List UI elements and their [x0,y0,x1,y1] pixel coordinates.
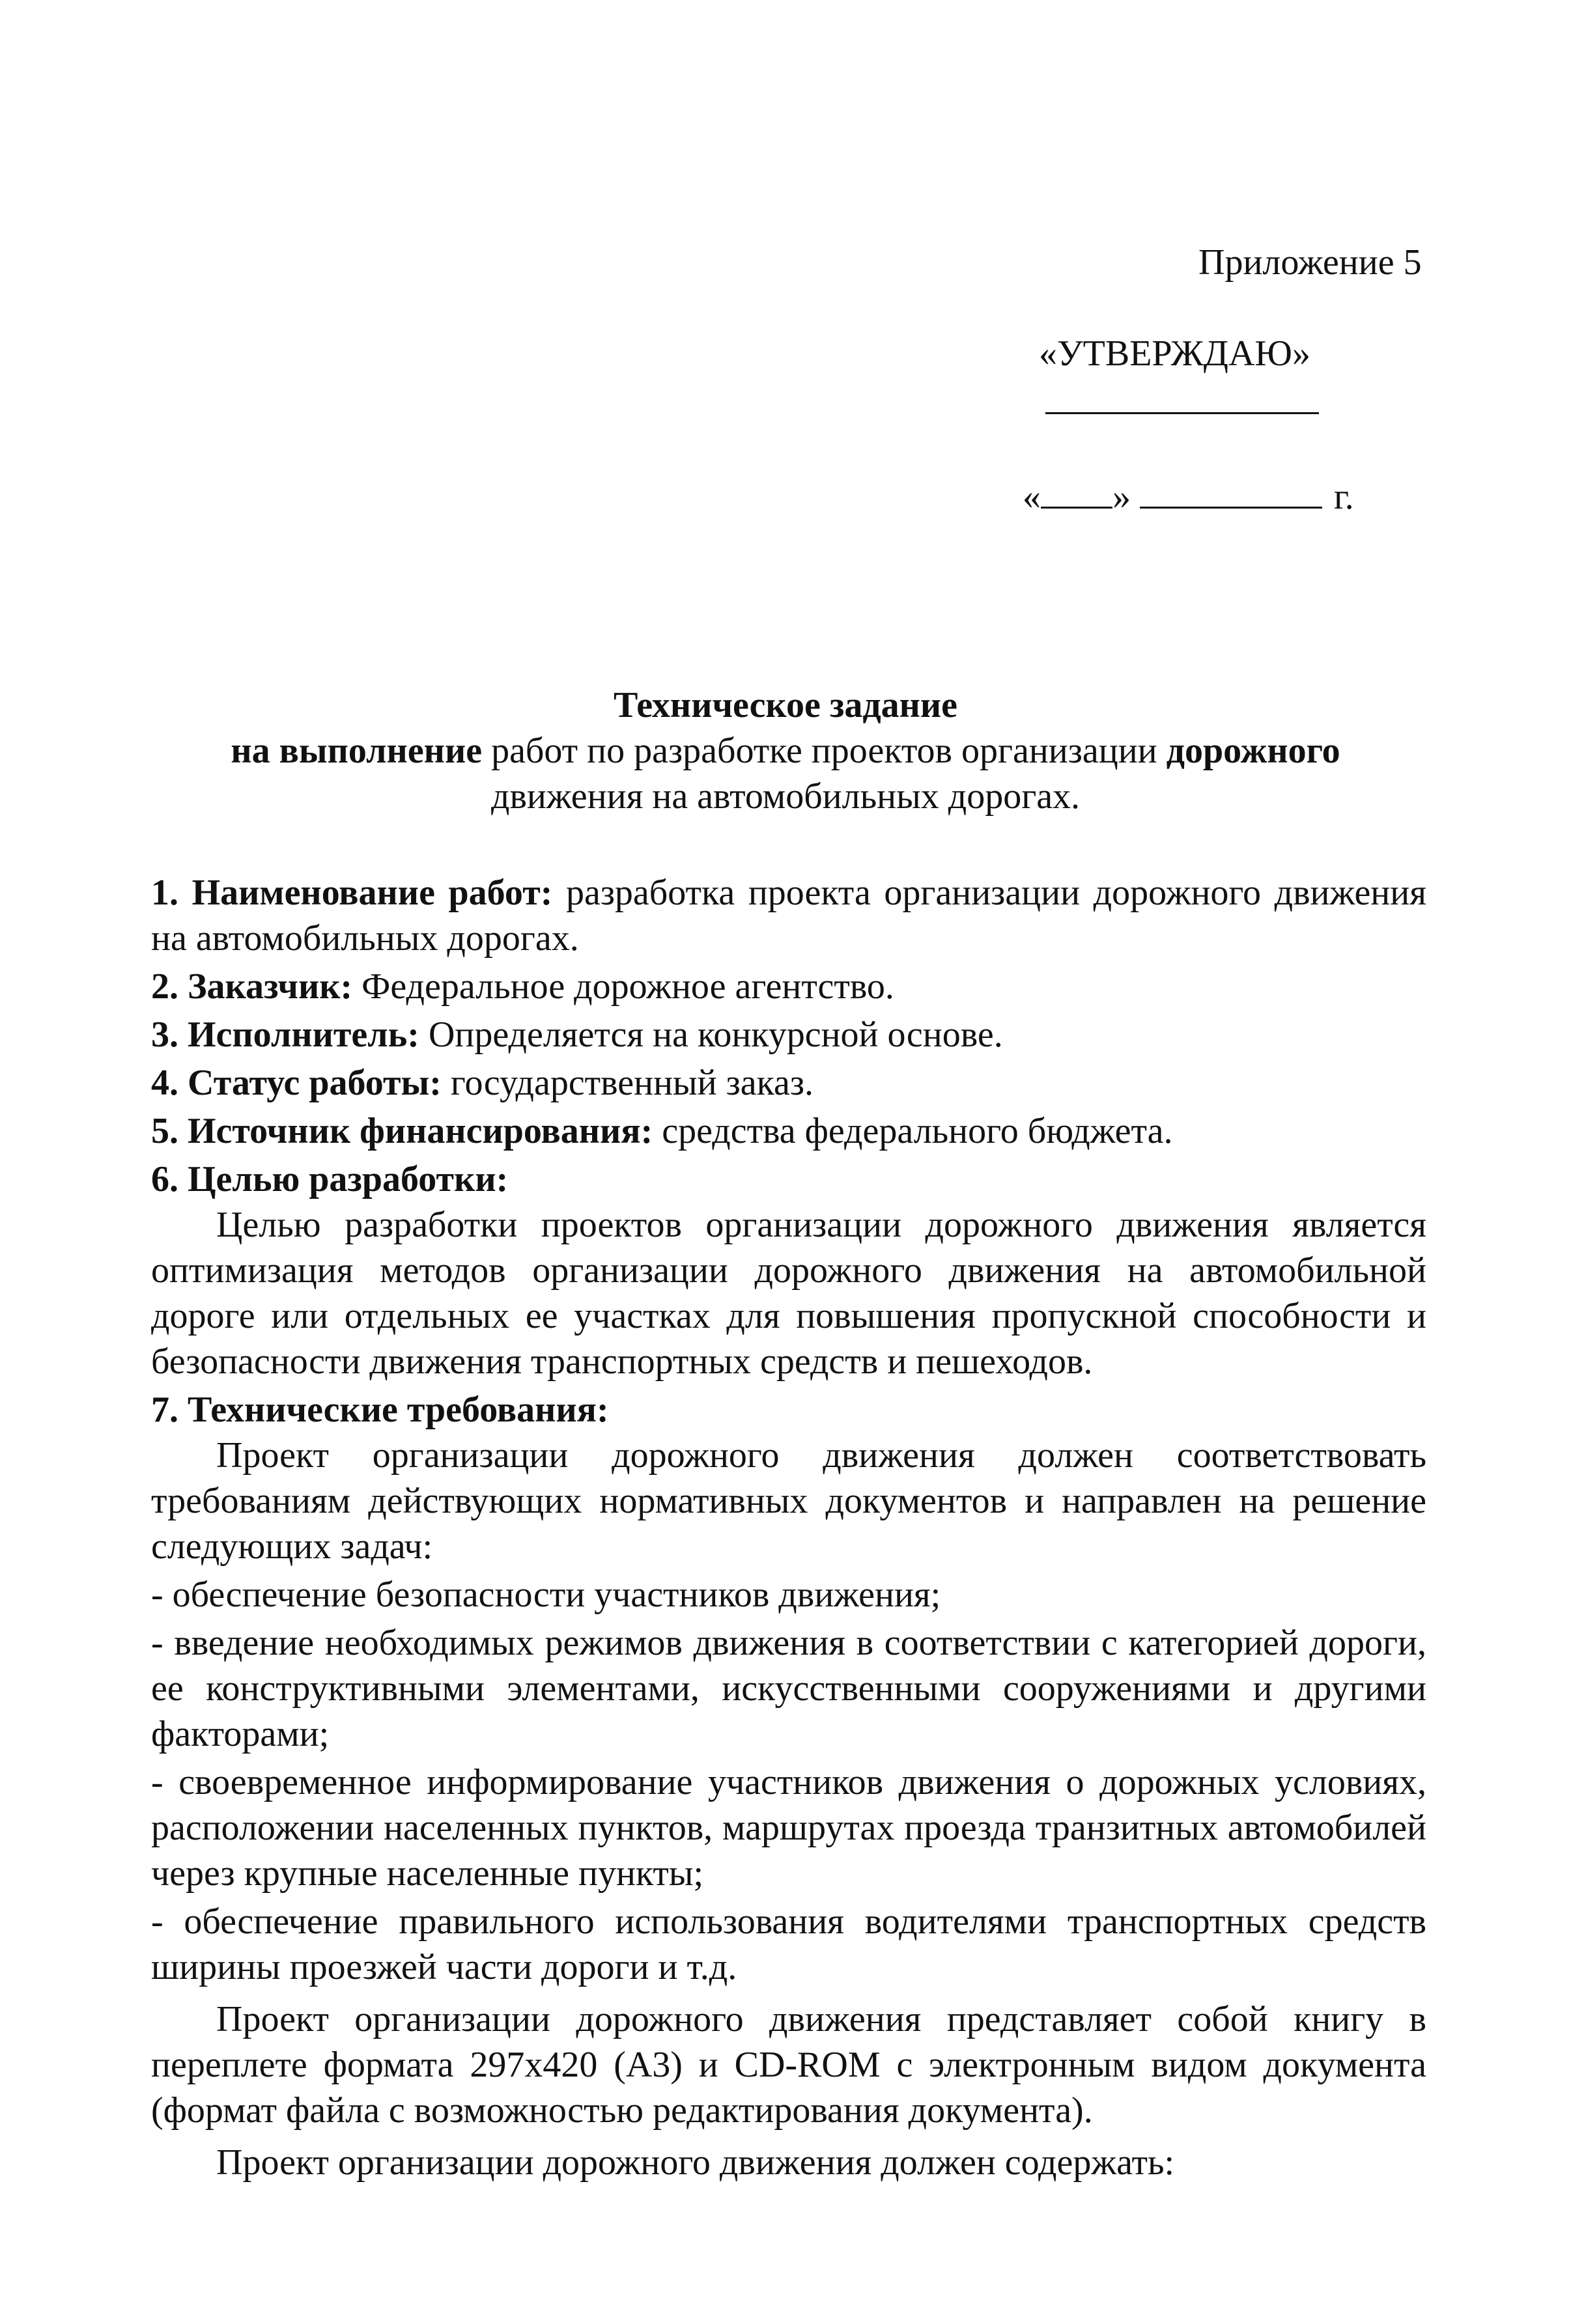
task-item: - своевременное информирование участников движения о дорожных условиях, расположении населенных пунктов, маршрутах проезда транзитных автомобилей через крупные населенные пункты; [151,1762,1426,1894]
date-day-blank [1041,475,1112,509]
title-sub-text-1: работ по разработке проектов организации [482,731,1167,771]
tech-requirements-heading: 7. Технические требования: [151,1390,609,1430]
task-item: - введение необходимых режимов движения в соответствии с категорией дороги, ее конструктивными элементами, искусственными сооружениями и другими факторами; [151,1623,1426,1754]
signature-line [1045,412,1319,414]
task-item: - обеспечение правильного использования водителями транспортных средств ширины проезжей части дороги и т.д. [151,1901,1426,1987]
item-label: 4. Статус работы: [151,1063,442,1103]
item-label: 2. Заказчик: [151,966,353,1007]
item-label: 3. Исполнитель: [151,1015,419,1055]
item-text: Определяется на конкурсной основе. [419,1015,1003,1055]
item-text: разработка проекта организации дорожного движения на автомобильных дорогах. [151,873,1426,959]
paragraph-gap [151,2133,1426,2140]
item-5 [151,1108,1426,1154]
date-close-quote: » [1112,477,1131,517]
date-year-suffix: г. [1334,477,1354,517]
goal-paragraph: Целью разработки проектов организации дорожного движения является оптимизация методов организации дорожного движения на автомобильной дороге или отдельных ее участках для повышения пропускной способности и безопасности движения транспортных средств и пешеходов. [151,1205,1426,1382]
item-text: государственный заказ. [441,1063,814,1103]
approval-date-line [1023,474,1354,520]
document-title [130,682,1441,819]
appendix-label: Приложение 5 [1198,242,1422,283]
title-sub-bold-1: на выполнение [231,731,483,771]
tech-intro-paragraph: Проект организации дорожного движения должен соответствовать требованиям действующих нормативных документов и направлен на решение следующих задач: [151,1435,1426,1567]
book-format-paragraph: Проект организации дорожного движения представляет собой книгу в переплете формата 297х420 (А3) и CD-ROM с электронным видом документа (формат файла с возможностью редактирования документа). [151,1999,1426,2131]
task-item: - обеспечение безопасности участников движения; [151,1575,941,1615]
item-1 [151,870,1426,961]
title-subtitle-line-1 [130,728,1441,774]
contents-paragraph: Проект организации дорожного движения должен содержать: [216,2142,1175,2183]
item-text: средства федерального бюджета. [653,1111,1173,1151]
date-month-blank [1140,475,1322,509]
title-subtitle-line-2: движения на автомобильных дорогах. [490,776,1081,817]
paragraph-gap [151,1990,1426,1996]
item-label: 1. Наименование работ: [151,873,553,913]
title-sub-bold-2: дорожного [1166,731,1340,771]
approval-stamp-label: «УТВЕРЖДАЮ» [1039,333,1310,374]
item-label: 6. Целью разработки: [151,1159,509,1199]
item-label: 5. Источник финансирования: [151,1111,653,1151]
date-open-quote: « [1023,477,1041,517]
title-main: Техническое задание [613,685,958,725]
item-6 [151,1156,1426,1202]
item-text: Федеральное дорожное агентство. [352,966,894,1007]
item-4 [151,1060,1426,1106]
item-2 [151,964,1426,1009]
item-3 [151,1012,1426,1057]
document-body [151,867,1426,2185]
